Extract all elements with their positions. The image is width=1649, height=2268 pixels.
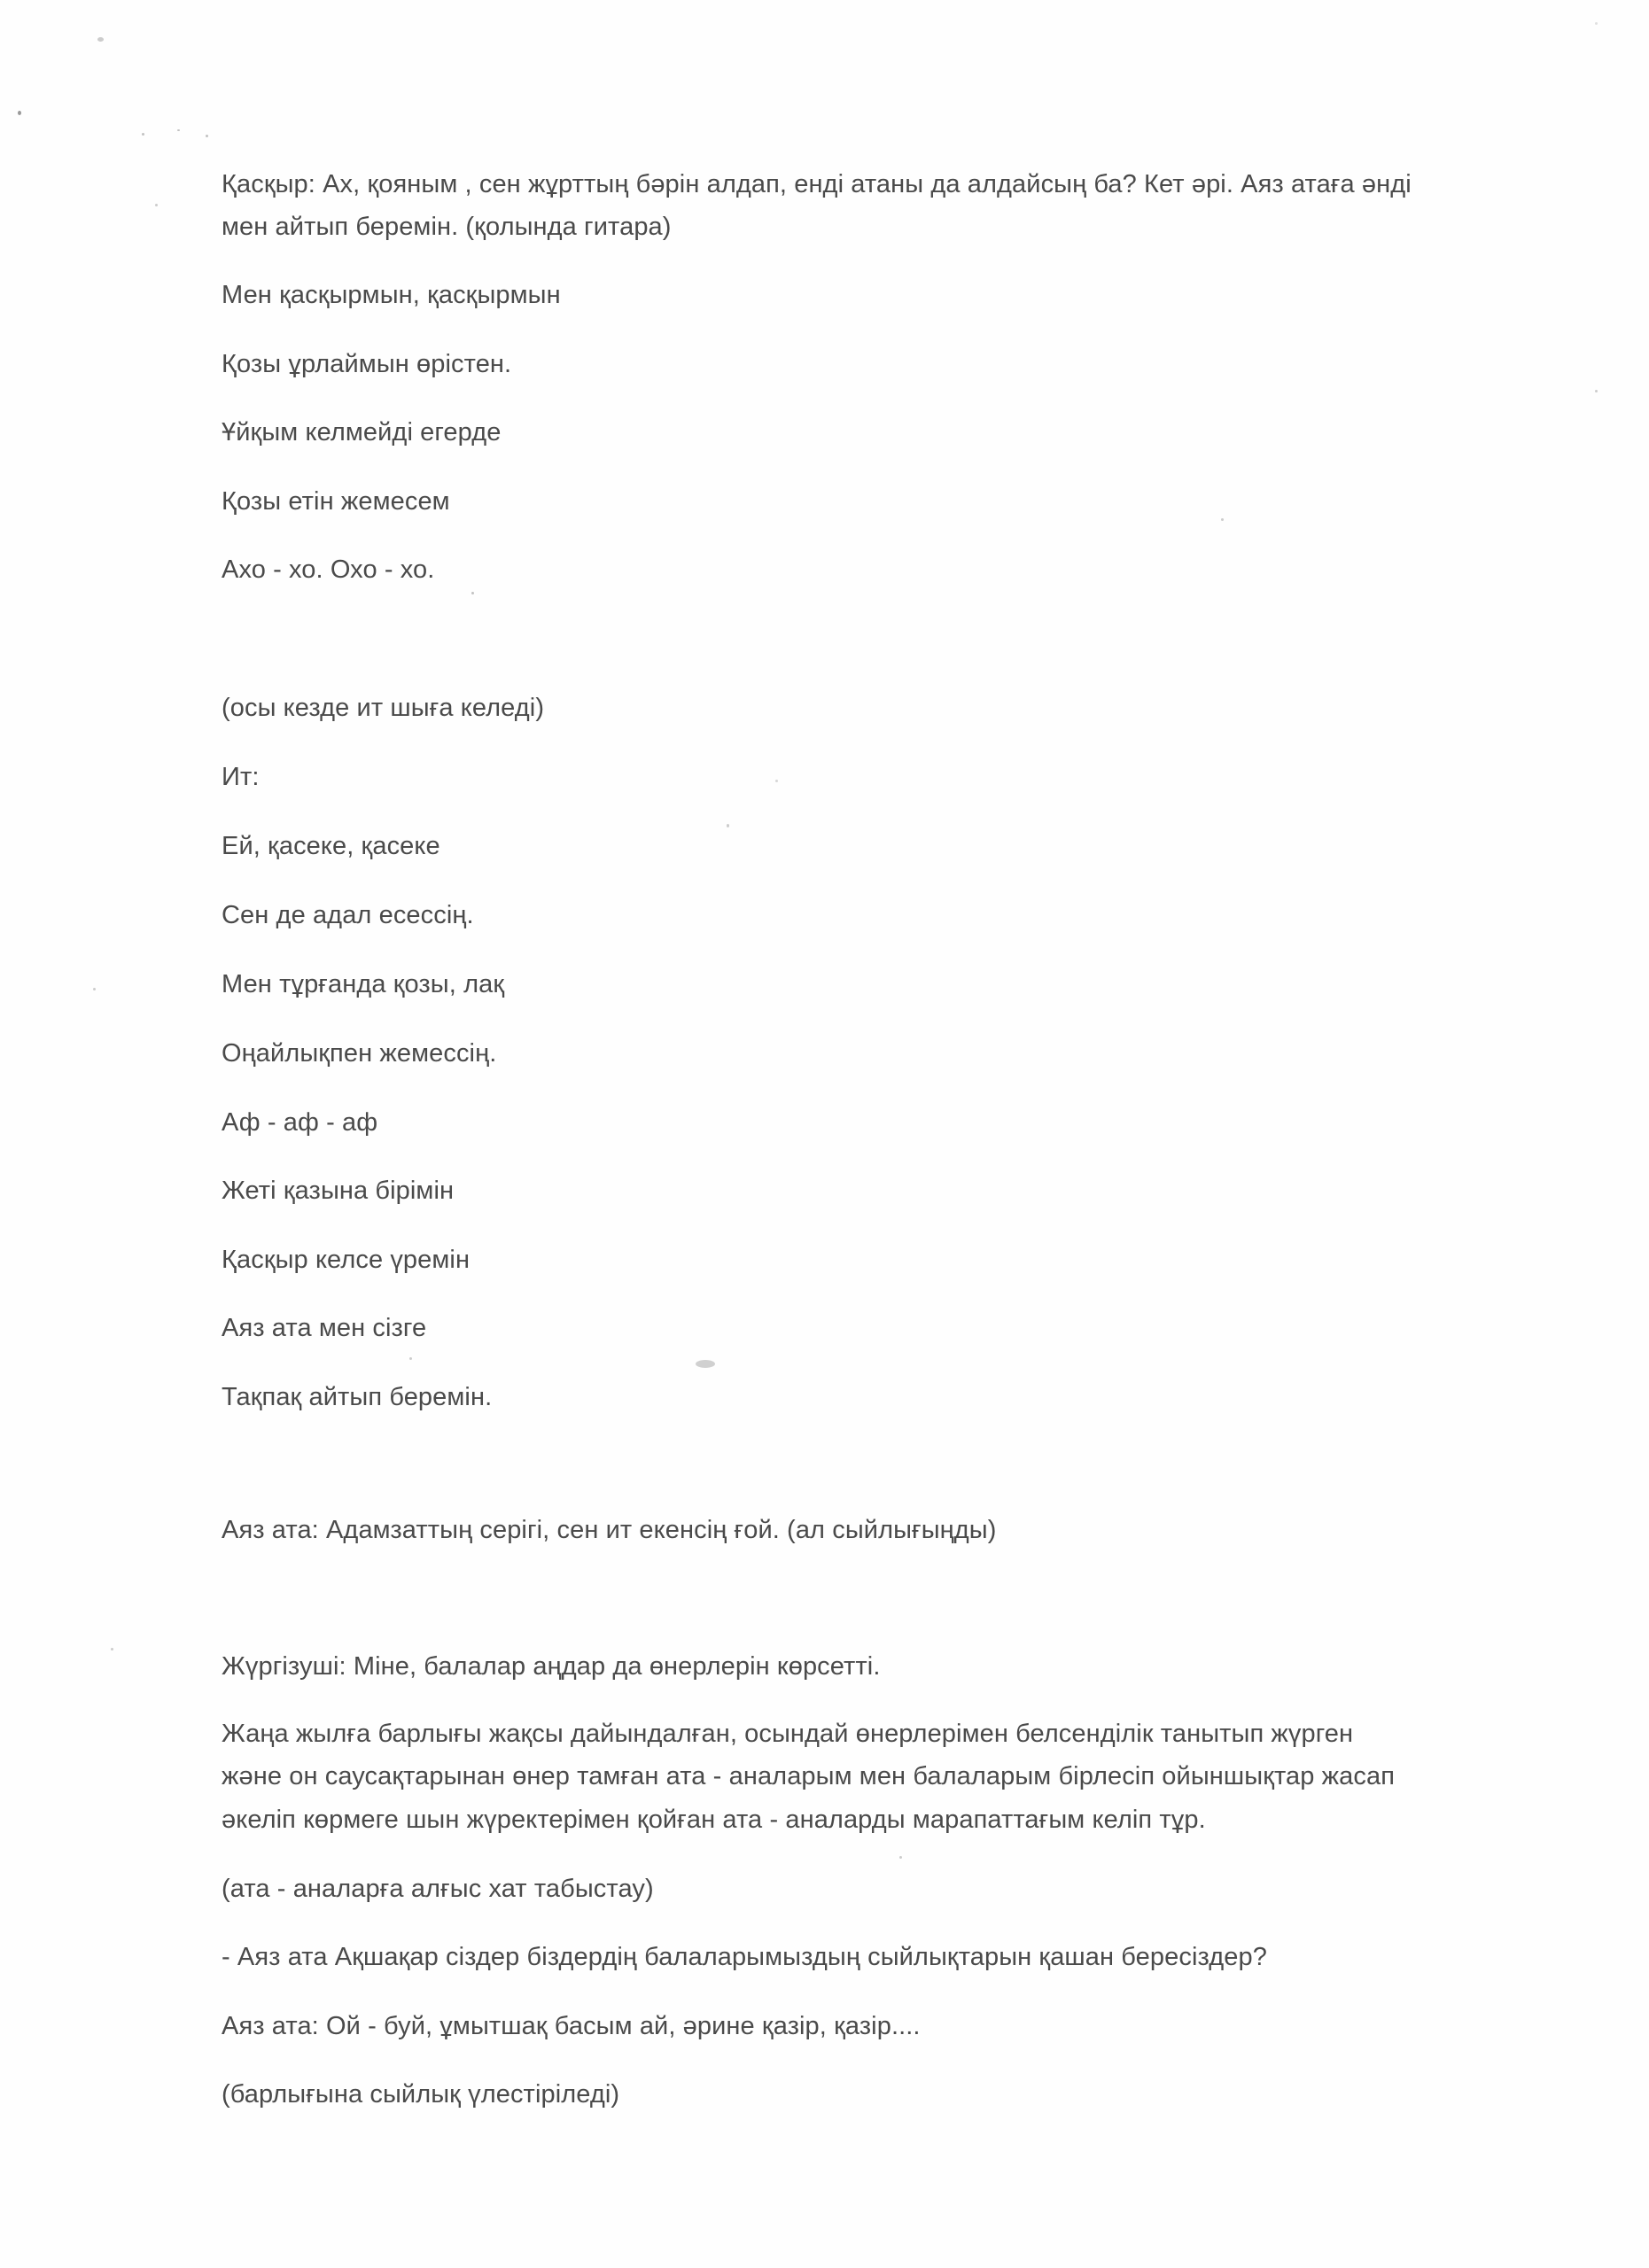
text-line: Тақпақ айтып беремін. (222, 1383, 493, 1411)
text-line: әкеліп көрмеге шын жүректерімен қойған ата - аналарды марапаттағым келіп тұр. (222, 1806, 1206, 1834)
scan-speck (142, 133, 144, 136)
scan-speck (409, 1357, 412, 1360)
text-line: (барлығына сыйлық үлестіріледі) (222, 2080, 620, 2109)
text-line: Ей, қасеке, қасеке (222, 832, 440, 860)
scan-speck (727, 824, 729, 827)
text-line: (ата - аналарға алғыс хат табыстау) (222, 1875, 654, 1903)
text-line: Жаңа жылға барлығы жақсы дайындалған, осындай өнерлерімен белсенділік танытып жүрген (222, 1720, 1354, 1748)
scan-speck (1595, 390, 1598, 392)
scan-speck (18, 111, 21, 115)
text-line: Ұйқым келмейді егерде (222, 418, 502, 447)
text-line: Оңайлықпен жемессің. (222, 1039, 497, 1068)
scan-speck (899, 1856, 902, 1859)
text-line: Қозы етін жемесем (222, 487, 450, 516)
text-line: (осы кезде ит шыға келеді) (222, 694, 545, 722)
scan-speck (177, 129, 180, 131)
text-line: Аф - аф - аф (222, 1108, 378, 1137)
text-line: Ит: (222, 763, 260, 791)
text-line: Жүргізуші: Міне, балалар аңдар да өнерлерін көрсетті. (222, 1652, 881, 1681)
text-line: - Аяз ата Ақшақар сіздер біздердің балаларымыздың сыйлықтарын қашан бересіздер? (222, 1943, 1267, 1971)
text-line: Қасқыр: Ах, қояным , сен жұрттың бәрін алдап, енді атаны да алдайсың ба? Кет әрі. Аяз атаға әнді (222, 170, 1412, 198)
scan-speck (111, 1648, 113, 1651)
scan-speck (1221, 518, 1224, 521)
text-line: Қозы ұрлаймын өрістен. (222, 350, 512, 378)
scan-speck (93, 988, 96, 990)
text-line: Аяз ата: Ой - буй, ұмытшақ басым ай, әрине қазір, қазір.... (222, 2012, 921, 2040)
scan-speck (471, 592, 474, 594)
text-line: және он саусақтарынан өнер тамған ата - аналарым мен балаларым бірлесіп ойыншықтар жасап (222, 1762, 1396, 1790)
scan-speck (775, 780, 778, 782)
text-line: Жеті қазына бірімін (222, 1177, 455, 1205)
text-line: Аяз ата: Адамзаттың серігі, сен ит екенсің ғой. (ал сыйлығыңды) (222, 1516, 997, 1544)
text-line: Сен де адал есессің. (222, 901, 474, 929)
scan-speck (206, 135, 208, 137)
scan-speck (696, 1360, 715, 1368)
text-line: Қасқыр келсе үремін (222, 1246, 471, 1274)
text-line: Мен тұрғанда қозы, лақ (222, 970, 505, 998)
text-line: Аяз ата мен сізге (222, 1314, 427, 1342)
scan-speck (97, 37, 104, 42)
text-line: Мен қасқырмын, қасқырмын (222, 281, 561, 309)
text-line: Ахо - хо. Охо - хо. (222, 555, 435, 584)
text-line: мен айтып беремін. (қолында гитара) (222, 213, 672, 241)
scan-speck (155, 204, 158, 206)
scan-speck (1595, 22, 1598, 25)
